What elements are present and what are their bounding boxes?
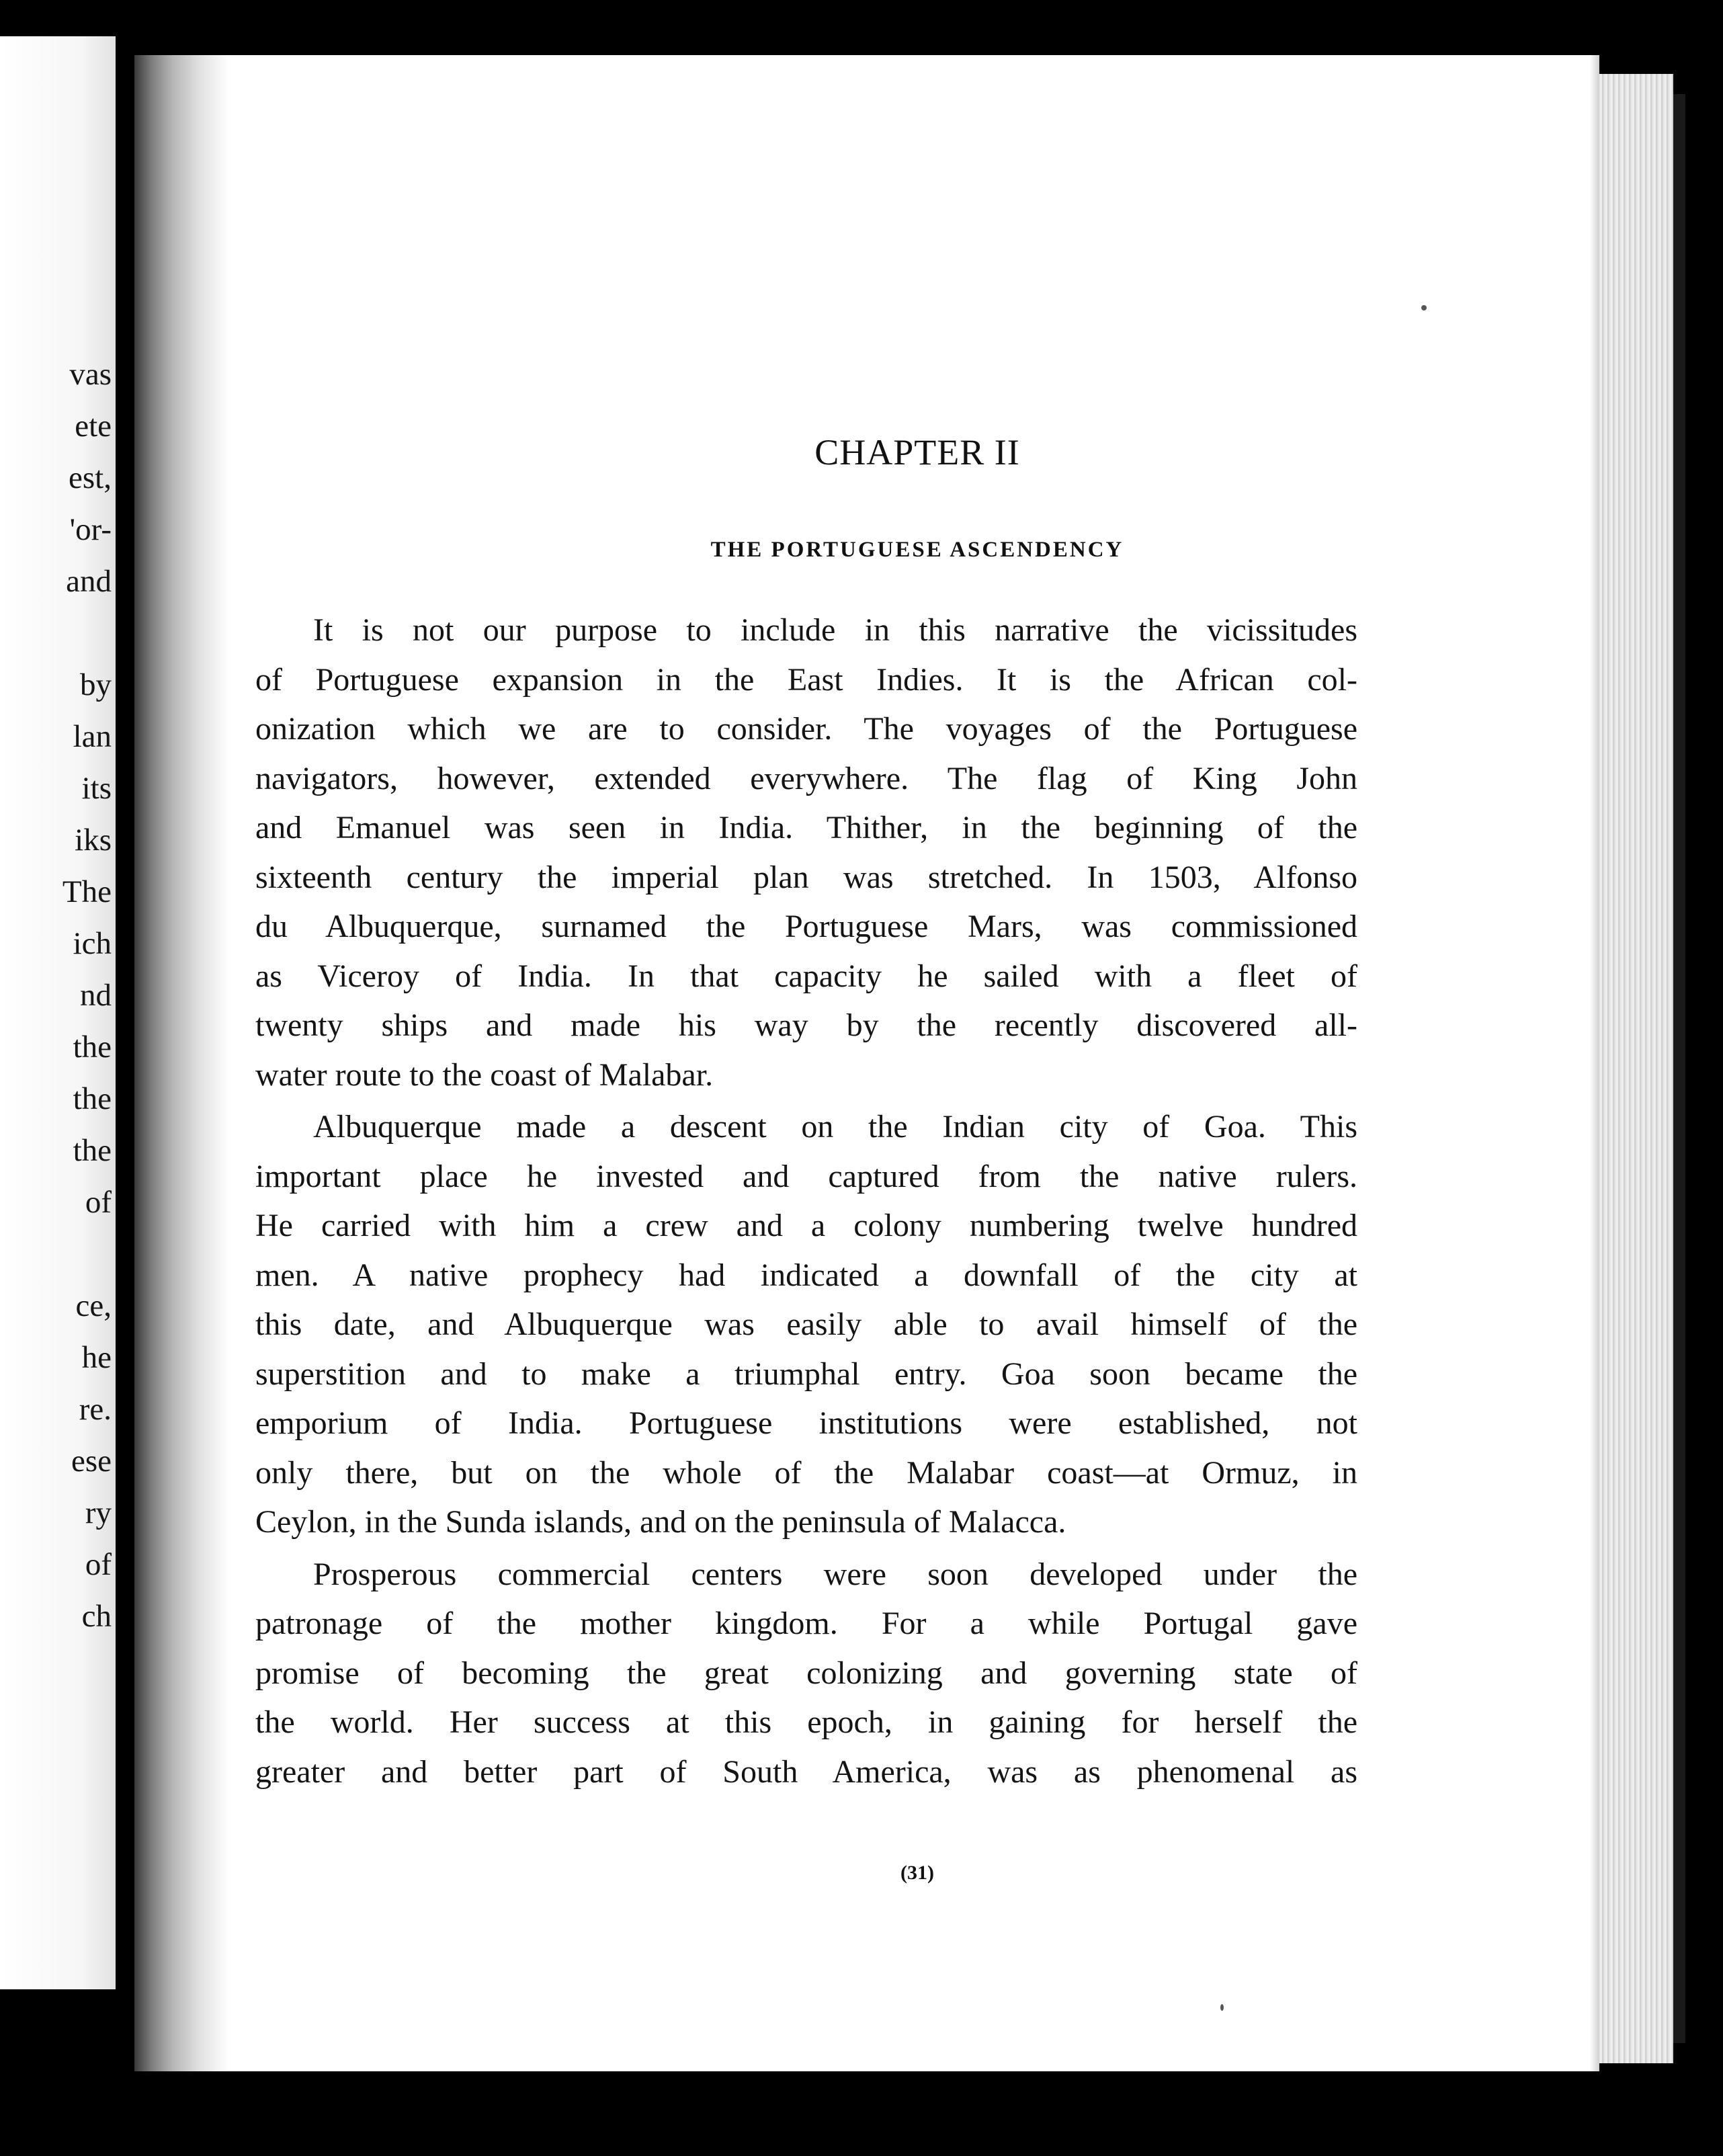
text-line: onization which we are to consider. The voyages of the Portuguese <box>255 711 1357 747</box>
left-page-line-fragment: ich <box>73 926 112 961</box>
left-page-line-fragment: ch <box>81 1599 112 1634</box>
book-gutter <box>116 0 134 2156</box>
left-page-line-fragment: iks <box>75 823 112 858</box>
left-page-line-fragment: and <box>66 564 112 599</box>
page-edge-shadow <box>1590 55 1599 2071</box>
text-line: this date, and Albuquerque was easily able to avail himself of the <box>255 1307 1357 1342</box>
left-page-line-fragment: The <box>62 874 112 909</box>
text-line: promise of becoming the great colonizing and governing state of <box>255 1655 1357 1691</box>
chapter-title: CHAPTER II <box>814 432 1020 472</box>
text-line: as Viceroy of India. In that capacity he sailed with a fleet of <box>255 958 1357 994</box>
text-line: Ceylon, in the Sunda islands, and on the peninsula of Malacca. <box>255 1504 1066 1540</box>
left-page-line-fragment: ry <box>85 1495 112 1530</box>
text-line: water route to the coast of Malabar. <box>255 1057 714 1093</box>
right-page <box>134 55 1599 2071</box>
left-page-line-fragment: the <box>73 1081 112 1116</box>
left-page-line-fragment: lan <box>73 719 112 754</box>
section-heading: THE PORTUGUESE ASCENDENCY <box>710 538 1124 562</box>
left-page-line-fragment: re. <box>79 1392 112 1427</box>
left-page-line-fragment: vas <box>69 357 112 392</box>
binding-shadow <box>134 55 228 2071</box>
page-block-shadow <box>1673 94 1685 2043</box>
left-page-line-fragment: ce, <box>75 1288 112 1323</box>
paper-speck <box>1421 305 1427 310</box>
text-line: greater and better part of South America, was as phenomenal as <box>255 1754 1357 1790</box>
text-line: navigators, however, extended everywhere. The flag of King John <box>255 761 1357 796</box>
text-line: only there, but on the whole of the Malabar coast—at Ormuz, in <box>255 1455 1357 1491</box>
text-line: patronage of the mother kingdom. For a while Portugal gave <box>255 1606 1357 1641</box>
text-line: important place he invested and captured from the native rulers. <box>255 1159 1357 1194</box>
text-line: It is not our purpose to include in this narrative the vicissitudes <box>313 612 1357 648</box>
left-page-line-fragment: est, <box>69 460 112 495</box>
text-line: and Emanuel was seen in India. Thither, in the beginning of the <box>255 810 1357 845</box>
left-page-line-fragment: he <box>81 1340 112 1375</box>
text-line: twenty ships and made his way by the recently discovered all- <box>255 1007 1357 1043</box>
left-page-line-fragment: the <box>73 1133 112 1168</box>
text-line: the world. Her success at this epoch, in gaining for herself the <box>255 1704 1357 1740</box>
left-page-line-fragment: its <box>81 771 112 806</box>
text-line: men. A native prophecy had indicated a downfall of the city at <box>255 1257 1357 1293</box>
left-page-line-fragment: nd <box>80 978 112 1013</box>
page-number: (31) <box>900 1862 934 1884</box>
paper-speck <box>1220 2004 1224 2011</box>
left-page-line-fragment: 'or- <box>69 512 112 547</box>
text-line: du Albuquerque, surnamed the Portuguese Mars, was commissioned <box>255 909 1357 944</box>
left-page-line-fragment: ese <box>71 1444 112 1479</box>
left-page-line-fragment: of <box>85 1547 112 1582</box>
text-line: Albuquerque made a descent on the Indian city of Goa. This <box>313 1109 1357 1145</box>
left-page-line-fragment: the <box>73 1030 112 1065</box>
text-line: sixteenth century the imperial plan was stretched. In 1503, Alfonso <box>255 860 1357 895</box>
text-line: He carried with him a crew and a colony numbering twelve hundred <box>255 1208 1357 1243</box>
text-line: of Portuguese expansion in the East Indies. It is the African col- <box>255 662 1357 698</box>
left-facing-page <box>0 36 116 1989</box>
text-line: emporium of India. Portuguese institutions were established, not <box>255 1405 1357 1441</box>
left-page-line-fragment: ete <box>75 409 112 444</box>
text-line: superstition and to make a triumphal entry. Goa soon became the <box>255 1356 1357 1392</box>
page-block-edges <box>1599 74 1673 2063</box>
left-page-line-fragment: by <box>80 667 112 702</box>
text-line: Prosperous commercial centers were soon developed under the <box>313 1557 1357 1592</box>
left-page-line-fragment: of <box>85 1185 112 1220</box>
